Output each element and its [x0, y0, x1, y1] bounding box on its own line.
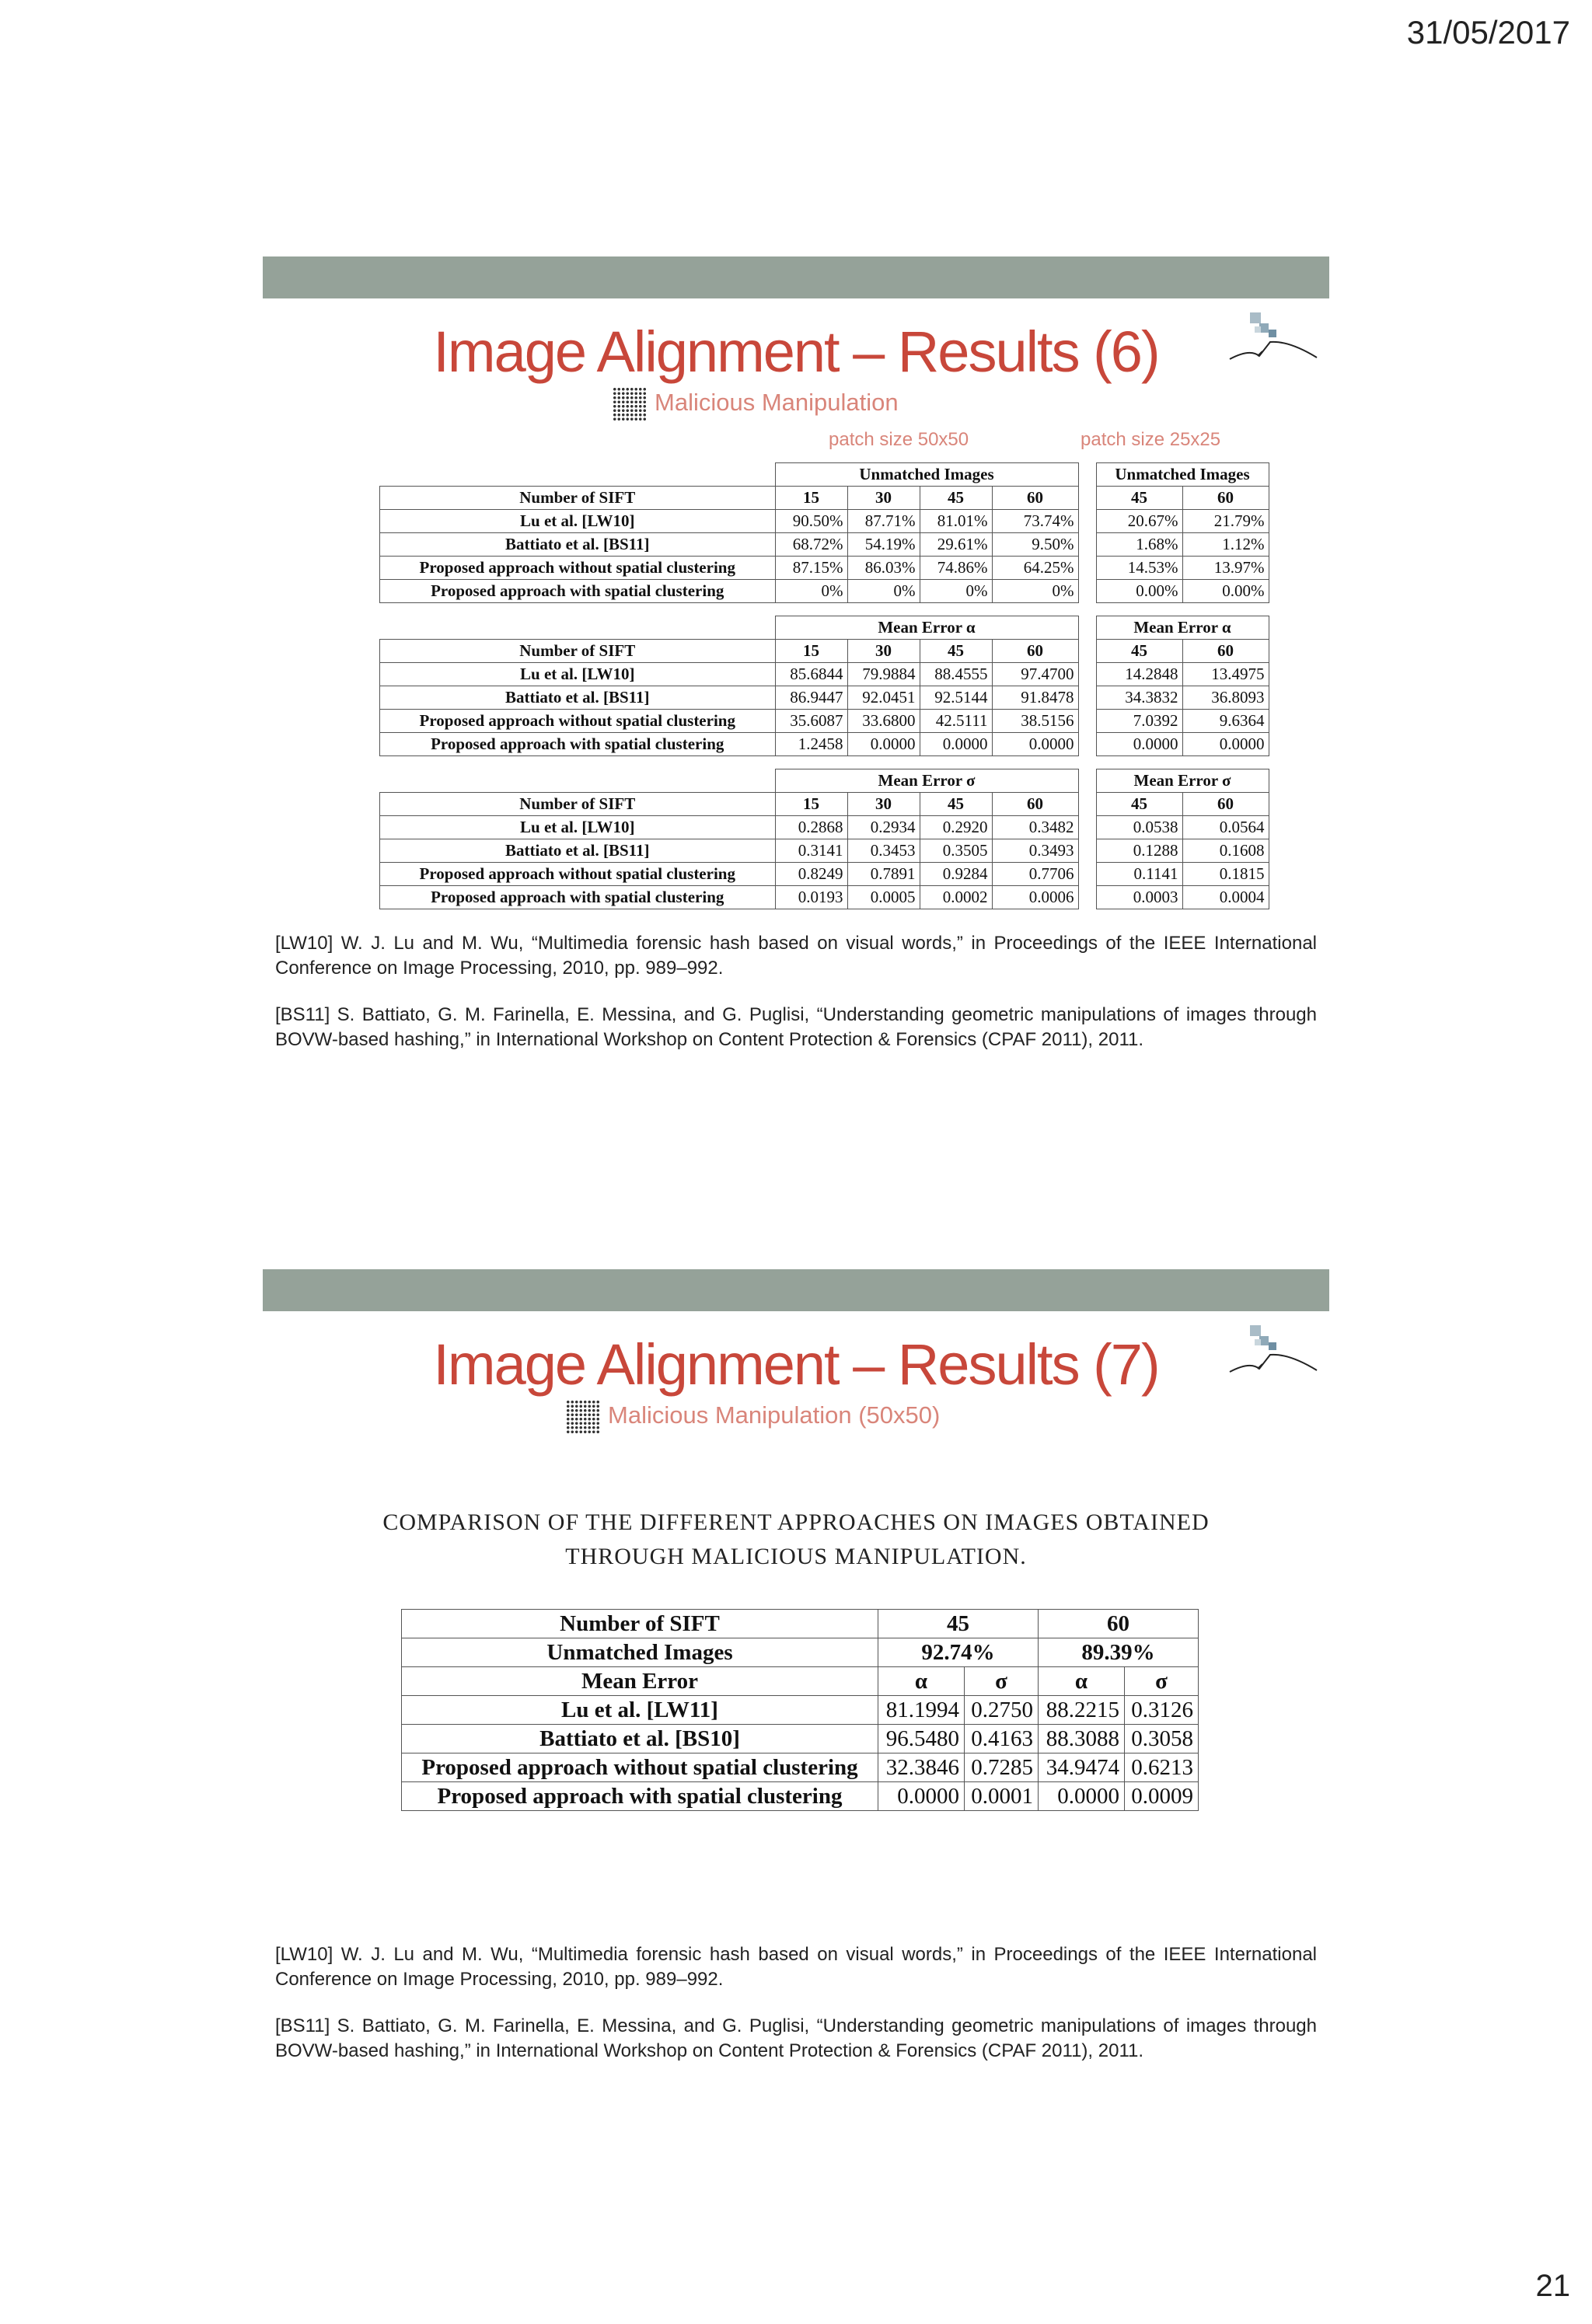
value-cell: 0.0000 [992, 733, 1078, 756]
sift-count: 30 [847, 640, 920, 663]
slide-header-band [263, 256, 1329, 298]
sift-row [380, 487, 1269, 510]
value-cell: 0.0002 [920, 886, 992, 909]
value-cell: 79.9884 [847, 663, 920, 686]
sift-count: 30 [847, 793, 920, 816]
value-cell: 0% [992, 580, 1078, 603]
table-row [380, 816, 1269, 839]
value-cell: 81.01% [920, 510, 992, 533]
value-cell: 1.12% [1182, 533, 1269, 557]
subtitle-text: Malicious Manipulation [655, 389, 899, 417]
value-cell: 34.9474 [1039, 1753, 1125, 1782]
logo-icon [1227, 309, 1320, 372]
table-row [380, 886, 1269, 909]
gap-cell [1078, 886, 1096, 909]
value-cell: 0.1815 [1182, 863, 1269, 886]
gap-cell [1078, 510, 1096, 533]
value-cell: 0% [847, 580, 920, 603]
value-cell: 13.4975 [1182, 663, 1269, 686]
value-cell: 13.97% [1182, 557, 1269, 580]
table-row [380, 710, 1269, 733]
value-cell: 88.2215 [1039, 1696, 1125, 1725]
sift-count: 30 [847, 487, 920, 510]
value-cell: 7.0392 [1096, 710, 1182, 733]
value-cell: 0.1141 [1096, 863, 1182, 886]
mean-error-alpha-table [379, 616, 1269, 756]
value-cell: 86.9447 [775, 686, 847, 710]
value-cell: 0.0000 [1096, 733, 1182, 756]
value-cell: 0.3453 [847, 839, 920, 863]
value-cell: 0.3141 [775, 839, 847, 863]
gap-cell [1078, 487, 1096, 510]
row-label: Proposed approach with spatial clustering [380, 580, 776, 603]
row-label: Lu et al. [LW11] [402, 1696, 878, 1725]
dot-grid-bullet-icon [566, 1400, 600, 1434]
value-cell: 36.8093 [1182, 686, 1269, 710]
sift-count: 45 [1096, 793, 1182, 816]
sift-row [402, 1610, 1199, 1638]
value-cell: 87.15% [775, 557, 847, 580]
value-cell: 38.5156 [992, 710, 1078, 733]
sift-count: 45 [920, 487, 992, 510]
value-cell: 0.3482 [992, 816, 1078, 839]
sift-count: 60 [992, 487, 1078, 510]
table-row [380, 510, 1269, 533]
value-cell: 14.2848 [1096, 663, 1182, 686]
value-cell: 0.00% [1182, 580, 1269, 603]
value-cell: 74.86% [920, 557, 992, 580]
value-cell: 88.3088 [1039, 1725, 1125, 1753]
row-label: Proposed approach without spatial clustering [380, 557, 776, 580]
sift-count: 45 [1096, 487, 1182, 510]
value-cell: 86.03% [847, 557, 920, 580]
table-row [380, 863, 1269, 886]
sift-count: 15 [775, 487, 847, 510]
column-header: α [878, 1667, 965, 1696]
table-row [380, 733, 1269, 756]
row-label: Lu et al. [LW10] [380, 816, 776, 839]
subtitle-text: Malicious Manipulation (50x50) [608, 1401, 941, 1429]
patch-size-50-label: patch size 50x50 [829, 429, 969, 450]
value-cell: 68.72% [775, 533, 847, 557]
gap-cell [1078, 816, 1096, 839]
row-label: Lu et al. [LW10] [380, 663, 776, 686]
gap-cell [1078, 557, 1096, 580]
value-cell: 90.50% [775, 510, 847, 533]
sift-count: 60 [1182, 640, 1269, 663]
gap-cell [1078, 686, 1096, 710]
reference-lw10: [LW10] W. J. Lu and M. Wu, “Multimedia forensic hash based on visual words,” in Proceedings of the IEEE International Conference on Image Processing, 2010, pp. 989–992. [275, 933, 1317, 979]
value-cell: 42.5111 [920, 710, 992, 733]
empty-cell [380, 463, 776, 487]
table-row [380, 686, 1269, 710]
table-caption-line-1: COMPARISON OF THE DIFFERENT APPROACHES ON IMAGES OBTAINED [382, 1509, 1210, 1535]
value-cell: 20.67% [1096, 510, 1182, 533]
reference-bs11: [BS11] S. Battiato, G. M. Farinella, E. Messina, and G. Puglisi, “Understanding geometric manipulations of images through BOVW-based hashing,” in International Workshop on Content Protection & Forensics (CPAF 2011), 2011. [275, 2015, 1317, 2061]
unmatched-images-table [379, 462, 1269, 603]
group-header: Mean Error σ [775, 769, 1078, 793]
sift-count: 15 [775, 793, 847, 816]
comparison-table [401, 1609, 1199, 1811]
value-cell: 0% [920, 580, 992, 603]
value-cell: 9.6364 [1182, 710, 1269, 733]
slide-results-7 [263, 1269, 1329, 2218]
value-cell: 0.0000 [1039, 1782, 1125, 1811]
gap-cell [1078, 533, 1096, 557]
value-cell: 81.1994 [878, 1696, 965, 1725]
column-header: σ [1125, 1667, 1199, 1696]
unmatched-row [402, 1638, 1199, 1667]
table-header-row [380, 769, 1269, 793]
value-cell: 91.8478 [992, 686, 1078, 710]
row-label: Proposed approach with spatial clustering [402, 1782, 878, 1811]
table-row [380, 580, 1269, 603]
value-cell: 33.6800 [847, 710, 920, 733]
slide-header-band [263, 1269, 1329, 1311]
value-cell: 0.7285 [965, 1753, 1039, 1782]
value-cell: 85.6844 [775, 663, 847, 686]
value-cell: 73.74% [992, 510, 1078, 533]
row-label: Proposed approach with spatial clustering [380, 733, 776, 756]
value-cell: 0.0193 [775, 886, 847, 909]
slide-subtitle [566, 1400, 940, 1434]
value-cell: 0.3058 [1125, 1725, 1199, 1753]
table-row [380, 533, 1269, 557]
gap-cell [1078, 463, 1096, 487]
empty-cell [380, 616, 776, 640]
table-row [402, 1753, 1199, 1782]
value-cell: 0.2750 [965, 1696, 1039, 1725]
row-label: Battiato et al. [BS11] [380, 533, 776, 557]
value-cell: 54.19% [847, 533, 920, 557]
value-cell: 96.5480 [878, 1725, 965, 1753]
patch-size-25-label: patch size 25x25 [1081, 429, 1221, 450]
gap-cell [1078, 580, 1096, 603]
value-cell: 87.71% [847, 510, 920, 533]
unmatched-value: 92.74% [878, 1638, 1039, 1667]
value-cell: 0.9284 [920, 863, 992, 886]
value-cell: 0.0000 [920, 733, 992, 756]
value-cell: 0.1288 [1096, 839, 1182, 863]
value-cell: 0.3126 [1125, 1696, 1199, 1725]
value-cell: 0.0564 [1182, 816, 1269, 839]
mean-error-row [402, 1667, 1199, 1696]
value-cell: 9.50% [992, 533, 1078, 557]
mean-error-sigma-table [379, 769, 1269, 909]
sift-row [380, 793, 1269, 816]
value-cell: 0.4163 [965, 1725, 1039, 1753]
row-label: Number of SIFT [380, 487, 776, 510]
value-cell: 0.2868 [775, 816, 847, 839]
unmatched-value: 89.39% [1039, 1638, 1199, 1667]
value-cell: 35.6087 [775, 710, 847, 733]
page-number: 21 [1535, 2269, 1570, 2303]
gap-cell [1078, 769, 1096, 793]
value-cell: 92.0451 [847, 686, 920, 710]
gap-cell [1078, 710, 1096, 733]
value-cell: 0.0005 [847, 886, 920, 909]
reference-lw10: [LW10] W. J. Lu and M. Wu, “Multimedia forensic hash based on visual words,” in Proceedings of the IEEE International Conference on Image Processing, 2010, pp. 989–992. [275, 1944, 1317, 1990]
value-cell: 1.68% [1096, 533, 1182, 557]
sift-count: 15 [775, 640, 847, 663]
value-cell: 0.1608 [1182, 839, 1269, 863]
value-cell: 0.0538 [1096, 816, 1182, 839]
row-label: Lu et al. [LW10] [380, 510, 776, 533]
row-label: Battiato et al. [BS11] [380, 686, 776, 710]
row-label: Battiato et al. [BS10] [402, 1725, 878, 1753]
sift-count: 45 [920, 793, 992, 816]
sift-count: 60 [1039, 1610, 1199, 1638]
group-header: Unmatched Images [775, 463, 1078, 487]
value-cell: 0.7706 [992, 863, 1078, 886]
group-header: Unmatched Images [1096, 463, 1269, 487]
row-label: Unmatched Images [402, 1638, 878, 1667]
sift-count: 45 [878, 1610, 1039, 1638]
row-label: Battiato et al. [BS11] [380, 839, 776, 863]
column-header: α [1039, 1667, 1125, 1696]
row-label: Proposed approach without spatial clustering [402, 1753, 878, 1782]
value-cell: 0.0000 [878, 1782, 965, 1811]
gap-cell [1078, 640, 1096, 663]
dot-grid-bullet-icon [613, 387, 647, 421]
sift-count: 60 [1182, 487, 1269, 510]
slide-subtitle [613, 387, 899, 421]
value-cell: 0.0004 [1182, 886, 1269, 909]
table-caption-line-2: THROUGH MALICIOUS MANIPULATION. [565, 1544, 1027, 1569]
row-label: Proposed approach without spatial clustering [380, 863, 776, 886]
sift-count: 60 [992, 793, 1078, 816]
value-cell: 0.2934 [847, 816, 920, 839]
value-cell: 0.7891 [847, 863, 920, 886]
value-cell: 0.8249 [775, 863, 847, 886]
gap-cell [1078, 839, 1096, 863]
logo-icon [1227, 1322, 1320, 1384]
value-cell: 29.61% [920, 533, 992, 557]
table-header-row [380, 616, 1269, 640]
group-header: Mean Error σ [1096, 769, 1269, 793]
column-header: σ [965, 1667, 1039, 1696]
value-cell: 0.0006 [992, 886, 1078, 909]
value-cell: 0.3493 [992, 839, 1078, 863]
slide-results-6 [263, 256, 1329, 1080]
sift-count: 60 [992, 640, 1078, 663]
row-label: Number of SIFT [380, 793, 776, 816]
value-cell: 0.0003 [1096, 886, 1182, 909]
value-cell: 0.0001 [965, 1782, 1039, 1811]
table-header-row [380, 463, 1269, 487]
group-header: Mean Error α [775, 616, 1078, 640]
slide-title: Image Alignment – Results (7) [433, 1332, 1159, 1397]
table-row [380, 557, 1269, 580]
row-label: Proposed approach with spatial clustering [380, 886, 776, 909]
group-header: Mean Error α [1096, 616, 1269, 640]
value-cell: 32.3846 [878, 1753, 965, 1782]
table-row [380, 839, 1269, 863]
row-label: Mean Error [402, 1667, 878, 1696]
slide-title: Image Alignment – Results (6) [433, 319, 1159, 384]
gap-cell [1078, 863, 1096, 886]
print-date: 31/05/2017 [1406, 14, 1570, 51]
table-row [380, 663, 1269, 686]
value-cell: 34.3832 [1096, 686, 1182, 710]
value-cell: 88.4555 [920, 663, 992, 686]
value-cell: 0.00% [1096, 580, 1182, 603]
value-cell: 0.6213 [1125, 1753, 1199, 1782]
table-row [402, 1782, 1199, 1811]
sift-count: 45 [920, 640, 992, 663]
value-cell: 14.53% [1096, 557, 1182, 580]
value-cell: 0.0009 [1125, 1782, 1199, 1811]
value-cell: 64.25% [992, 557, 1078, 580]
value-cell: 1.2458 [775, 733, 847, 756]
gap-cell [1078, 733, 1096, 756]
table-row [402, 1725, 1199, 1753]
value-cell: 21.79% [1182, 510, 1269, 533]
row-label: Number of SIFT [402, 1610, 878, 1638]
value-cell: 0.2920 [920, 816, 992, 839]
reference-bs11: [BS11] S. Battiato, G. M. Farinella, E. Messina, and G. Puglisi, “Understanding geometric manipulations of images through BOVW-based hashing,” in International Workshop on Content Protection & Forensics (CPAF 2011), 2011. [275, 1004, 1317, 1050]
gap-cell [1078, 793, 1096, 816]
value-cell: 0.3505 [920, 839, 992, 863]
empty-cell [380, 769, 776, 793]
table-row [402, 1696, 1199, 1725]
value-cell: 0.0000 [1182, 733, 1269, 756]
row-label: Number of SIFT [380, 640, 776, 663]
value-cell: 92.5144 [920, 686, 992, 710]
sift-count: 45 [1096, 640, 1182, 663]
sift-row [380, 640, 1269, 663]
gap-cell [1078, 663, 1096, 686]
value-cell: 97.4700 [992, 663, 1078, 686]
value-cell: 0.0000 [847, 733, 920, 756]
gap-cell [1078, 616, 1096, 640]
value-cell: 0% [775, 580, 847, 603]
row-label: Proposed approach without spatial clustering [380, 710, 776, 733]
sift-count: 60 [1182, 793, 1269, 816]
